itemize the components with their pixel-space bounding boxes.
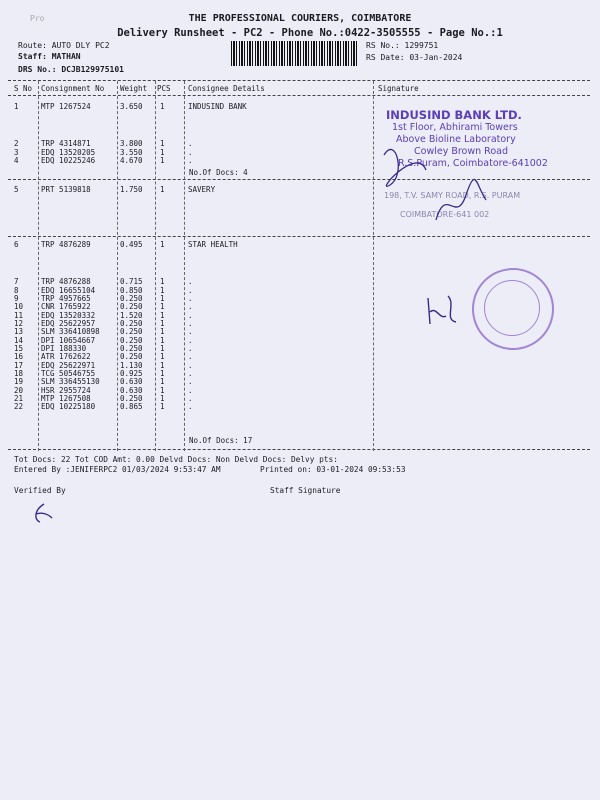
table-cell-cons: EDQ 13520332 (41, 311, 96, 320)
table-cell-cons: EDQ 13520205 (41, 148, 96, 157)
staff-signature-label: Staff Signature (270, 486, 341, 495)
table-cell-pcs: 1 (160, 386, 165, 395)
table-cell-details: . (188, 148, 193, 157)
table-cell-sno: 12 (14, 319, 24, 328)
bank-stamp-line: 1st Floor, Abhirami Towers (392, 122, 518, 133)
table-cell-details: . (188, 286, 193, 295)
table-cell-details: . (188, 386, 193, 395)
table-cell-sno: 18 (14, 369, 24, 378)
table-cell-sno: 2 (14, 139, 19, 148)
table-cell-cons: MTP 1267508 (41, 394, 91, 403)
table-cell-pcs: 1 (160, 302, 165, 311)
table-cell-weight: 1.520 (120, 311, 143, 320)
bank-stamp-line: Above Bioline Laboratory (396, 134, 516, 145)
table-cell-cons: TRP 4876288 (41, 277, 91, 286)
table-cell-weight: 4.670 (120, 156, 143, 165)
table-cell-details: . (188, 294, 193, 303)
company-title: THE PROFESSIONAL COURIERS, COIMBATORE (188, 13, 412, 24)
runsheet-subtitle: Delivery Runsheet - PC2 - Phone No.:0422-3505555 - Page No.:1 (117, 27, 503, 39)
col-divider-4 (184, 81, 185, 451)
table-cell-details: . (188, 402, 193, 411)
table-cell-pcs: 1 (160, 294, 165, 303)
table-cell-details: . (188, 139, 193, 148)
table-cell-weight: 3.800 (120, 139, 143, 148)
col-divider-2 (117, 81, 118, 451)
table-cell-weight: 3.650 (120, 102, 143, 111)
table-cell-sno: 6 (14, 240, 19, 249)
table-cell-weight: 0.250 (120, 352, 143, 361)
table-cell-details: . (188, 156, 193, 165)
table-cell-weight: 0.250 (120, 327, 143, 336)
table-cell-cons: SLM 336455130 (41, 377, 100, 386)
table-cell-pcs: 1 (160, 286, 165, 295)
table-cell-details: . (188, 377, 193, 386)
table-cell-cons: DPI 188330 (41, 344, 87, 353)
table-cell-weight: 1.750 (120, 185, 143, 194)
table-cell-details: . (188, 327, 193, 336)
company-logo: Pro (30, 14, 45, 23)
table-cell-pcs: 1 (160, 156, 165, 165)
table-cell-weight: 0.250 (120, 294, 143, 303)
col-header-sno: S No (14, 84, 33, 93)
table-cell-sno: 19 (14, 377, 24, 386)
table-cell-pcs: 1 (160, 361, 165, 370)
table-cell-cons: PRT 5139818 (41, 185, 91, 194)
table-cell-pcs: 1 (160, 336, 165, 345)
col-divider-1 (38, 81, 39, 451)
table-cell-details: . (188, 361, 193, 370)
header-bottom-rule (8, 95, 590, 96)
table-cell-weight: 3.550 (120, 148, 143, 157)
table-cell-pcs: 1 (160, 394, 165, 403)
table-cell-weight: 0.250 (120, 336, 143, 345)
col-header-weight: Weight (120, 84, 148, 93)
route-label: Route: AUTO DLY PC2 (18, 41, 110, 50)
table-cell-weight: 1.130 (120, 361, 143, 370)
col-header-consignee: Consignee Details (188, 84, 265, 93)
table-cell-pcs: 1 (160, 240, 165, 249)
col-header-pcs: PCS (157, 84, 171, 93)
table-cell-sno: 4 (14, 156, 19, 165)
group-rule-2 (8, 236, 590, 237)
table-cell-cons: DPI 10654667 (41, 336, 96, 345)
table-cell-weight: 0.250 (120, 394, 143, 403)
table-cell-sno: 10 (14, 302, 24, 311)
table-cell-pcs: 1 (160, 311, 165, 320)
table-cell-pcs: 1 (160, 402, 165, 411)
table-cell-weight: 0.850 (120, 286, 143, 295)
table-cell-sno: 1 (14, 102, 19, 111)
verified-by-label: Verified By (14, 486, 66, 495)
col-divider-5 (373, 81, 374, 451)
table-cell-sno: 8 (14, 286, 19, 295)
table-cell-sno: 5 (14, 185, 19, 194)
table-cell-sno: 3 (14, 148, 19, 157)
table-cell-cons: SLM 336410898 (41, 327, 100, 336)
table-cell-weight: 0.925 (120, 369, 143, 378)
table-cell-details: . (188, 319, 193, 328)
table-cell-pcs: 1 (160, 139, 165, 148)
table-cell-details: . (188, 369, 193, 378)
table-cell-pcs: 1 (160, 369, 165, 378)
table-cell-weight: 0.715 (120, 277, 143, 286)
table-cell-sno: 11 (14, 311, 24, 320)
table-cell-sno: 17 (14, 361, 24, 370)
table-top-rule (8, 80, 590, 81)
table-cell-pcs: 1 (160, 277, 165, 286)
table-cell-pcs: 1 (160, 319, 165, 328)
table-cell-cons: EDQ 10225180 (41, 402, 96, 411)
table-cell-pcs: 1 (160, 352, 165, 361)
signature-scribble (376, 125, 509, 235)
table-cell-details: SAVERY (188, 185, 216, 194)
table-cell-details: INDUSIND BANK (188, 102, 247, 111)
table-cell-cons: HSR 2955724 (41, 386, 91, 395)
docs-count-note: No.Of Docs: 17 (189, 436, 253, 445)
table-cell-sno: 14 (14, 336, 24, 345)
totals-line: Tot Docs: 22 Tot COD Amt: 0.00 Delvd Docs: Non Delvd Docs: Delvy pts: (14, 455, 338, 464)
docs-count-note: No.Of Docs: 4 (189, 168, 248, 177)
table-cell-cons: EDQ 16655104 (41, 286, 96, 295)
table-cell-cons: ATR 1762622 (41, 352, 91, 361)
table-cell-details: . (188, 352, 193, 361)
table-cell-details: . (188, 394, 193, 403)
table-cell-details: . (188, 311, 193, 320)
faded-stamp-line: COIMBATORE-641 002 (400, 210, 490, 219)
company-seal-icon (472, 268, 554, 350)
table-cell-sno: 16 (14, 352, 24, 361)
table-cell-sno: 20 (14, 386, 24, 395)
staff-label: Staff: MATHAN (18, 52, 81, 61)
table-cell-cons: EDQ 10225246 (41, 156, 96, 165)
table-cell-weight: 0.250 (120, 344, 143, 353)
table-cell-weight: 0.630 (120, 377, 143, 386)
table-cell-pcs: 1 (160, 327, 165, 336)
table-cell-sno: 7 (14, 277, 19, 286)
table-cell-pcs: 1 (160, 377, 165, 386)
table-cell-cons: CNR 1765922 (41, 302, 91, 311)
table-cell-weight: 0.250 (120, 319, 143, 328)
entered-by: Entered By :JENIFERPC2 01/03/2024 9:53:47 AM (14, 465, 221, 474)
col-divider-3 (155, 81, 156, 451)
table-cell-cons: EDQ 25622957 (41, 319, 96, 328)
table-cell-cons: TCG 50546755 (41, 369, 96, 378)
table-cell-sno: 13 (14, 327, 24, 336)
col-header-consignment: Consignment No (41, 84, 105, 93)
table-cell-pcs: 1 (160, 148, 165, 157)
bank-stamp-line: Cowley Brown Road (414, 146, 509, 157)
table-cell-details: . (188, 336, 193, 345)
table-cell-details: . (188, 302, 193, 311)
table-cell-sno: 21 (14, 394, 24, 403)
table-cell-weight: 0.250 (120, 302, 143, 311)
bank-stamp-line: R.S.Puram, Coimbatore-641002 (398, 158, 548, 169)
table-cell-details: . (188, 344, 193, 353)
faded-stamp-line: 198, T.V. SAMY ROAD, R.S. PURAM (384, 191, 521, 200)
table-cell-weight: 0.630 (120, 386, 143, 395)
initials-signature (422, 290, 462, 330)
table-cell-weight: 0.865 (120, 402, 143, 411)
table-cell-pcs: 1 (160, 185, 165, 194)
table-cell-sno: 15 (14, 344, 24, 353)
table-cell-sno: 9 (14, 294, 19, 303)
table-cell-cons: EDQ 25622971 (41, 361, 96, 370)
table-cell-sno: 22 (14, 402, 24, 411)
barcode-image (231, 41, 358, 66)
table-cell-cons: TRP 4957665 (41, 294, 91, 303)
table-cell-weight: 0.495 (120, 240, 143, 249)
verifier-signature (30, 500, 56, 526)
drs-number: DRS No.: DCJB129975101 (18, 65, 124, 74)
bank-stamp-title: INDUSIND BANK LTD. (386, 108, 522, 122)
rs-number: RS No.: 1299751 (366, 41, 439, 50)
printed-on: Printed on: 03-01-2024 09:53:53 (260, 465, 406, 474)
rs-date: RS Date: 03-Jan-2024 (366, 53, 463, 62)
table-cell-cons: MTP 1267524 (41, 102, 91, 111)
table-cell-cons: TRP 4314871 (41, 139, 91, 148)
table-cell-details: STAR HEALTH (188, 240, 238, 249)
col-header-signature: Signature (378, 84, 419, 93)
table-cell-details: . (188, 277, 193, 286)
table-cell-pcs: 1 (160, 102, 165, 111)
table-cell-cons: TRP 4876289 (41, 240, 91, 249)
table-cell-pcs: 1 (160, 344, 165, 353)
table-bottom-rule (8, 449, 590, 450)
